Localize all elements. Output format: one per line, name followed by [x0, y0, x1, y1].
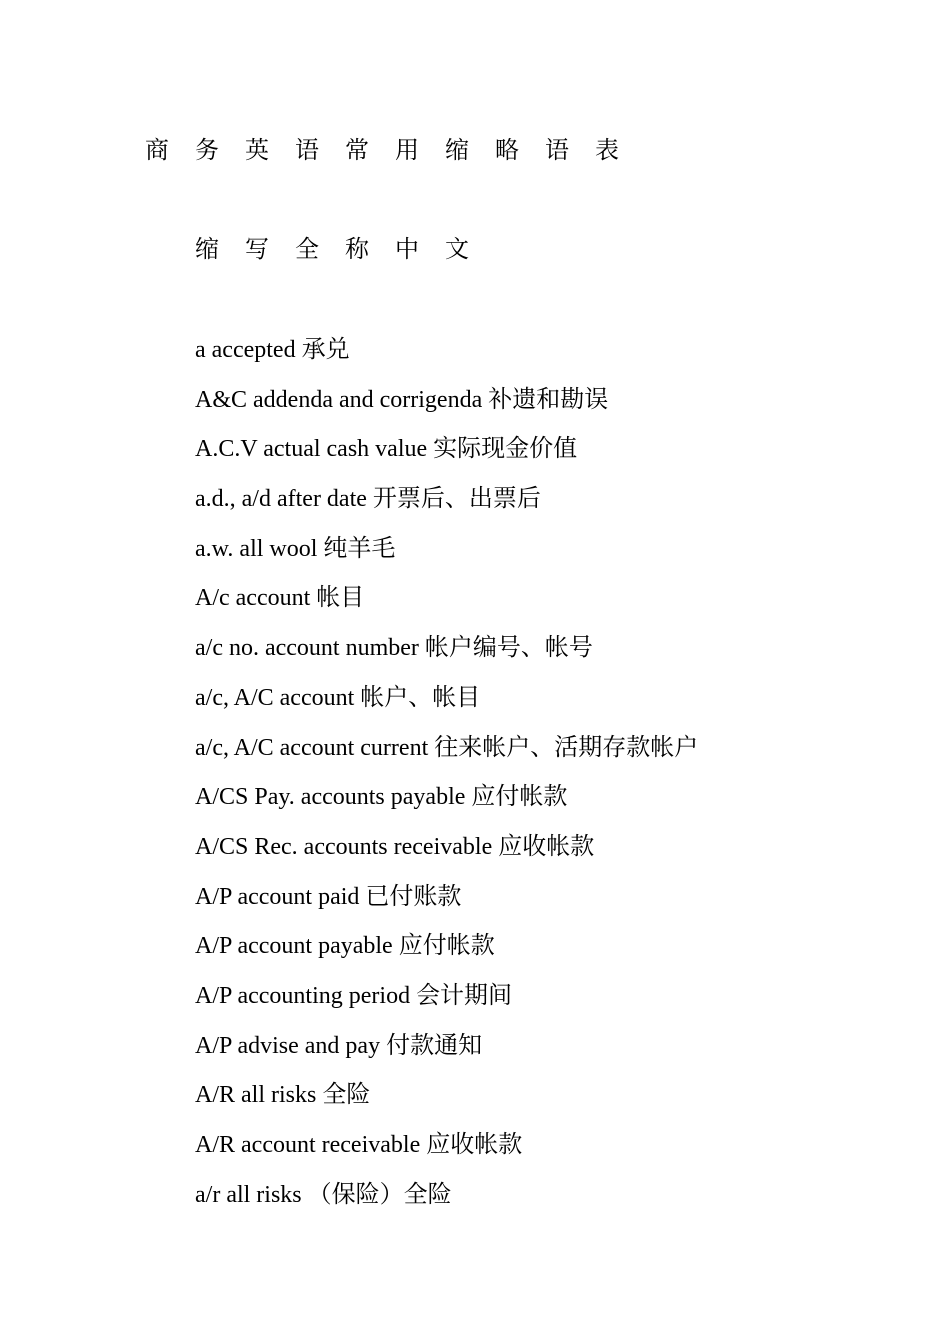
abbreviation-list: [195, 333, 698, 1227]
abbreviation-entry: a/r all risks （保险）全险: [195, 1181, 452, 1208]
abbreviation-entry: A&C addenda and corrigenda 补遗和勘误: [195, 386, 609, 413]
abbreviation-entry: a.w. all wool 纯羊毛: [195, 535, 396, 562]
abbreviation-entry: A/c account 帐目: [195, 585, 365, 612]
abbreviation-entry: A/P account paid 已付账款: [195, 883, 462, 910]
abbreviation-entry: a.d., a/d after date 开票后、出票后: [195, 486, 541, 513]
abbreviation-entry: A/P advise and pay 付款通知: [195, 1032, 483, 1059]
abbreviation-entry: A/R all risks 全险: [195, 1082, 371, 1109]
column-header: 缩 写 全 称 中 文: [195, 237, 479, 263]
abbreviation-entry: a accepted 承兑: [195, 337, 350, 363]
abbreviation-entry: a/c, A/C account 帐户、帐目: [195, 684, 481, 711]
abbreviation-entry: a/c, A/C account current 往来帐户、活期存款帐户: [195, 734, 699, 761]
abbreviation-entry: A/R account receivable 应收帐款: [195, 1132, 523, 1158]
abbreviation-entry: A/P accounting period 会计期间: [195, 982, 513, 1009]
abbreviation-entry: A/CS Rec. accounts receivable 应收帐款: [195, 833, 595, 860]
document-title: 商 务 英 语 常 用 缩 略 语 表: [145, 138, 629, 164]
abbreviation-entry: A/P account payable 应付帐款: [195, 933, 495, 960]
abbreviation-entry: A.C.V actual cash value 实际现金价值: [195, 436, 578, 463]
abbreviation-entry: A/CS Pay. accounts payable 应付帐款: [195, 784, 568, 811]
abbreviation-entry: a/c no. account number 帐户编号、帐号: [195, 635, 593, 662]
